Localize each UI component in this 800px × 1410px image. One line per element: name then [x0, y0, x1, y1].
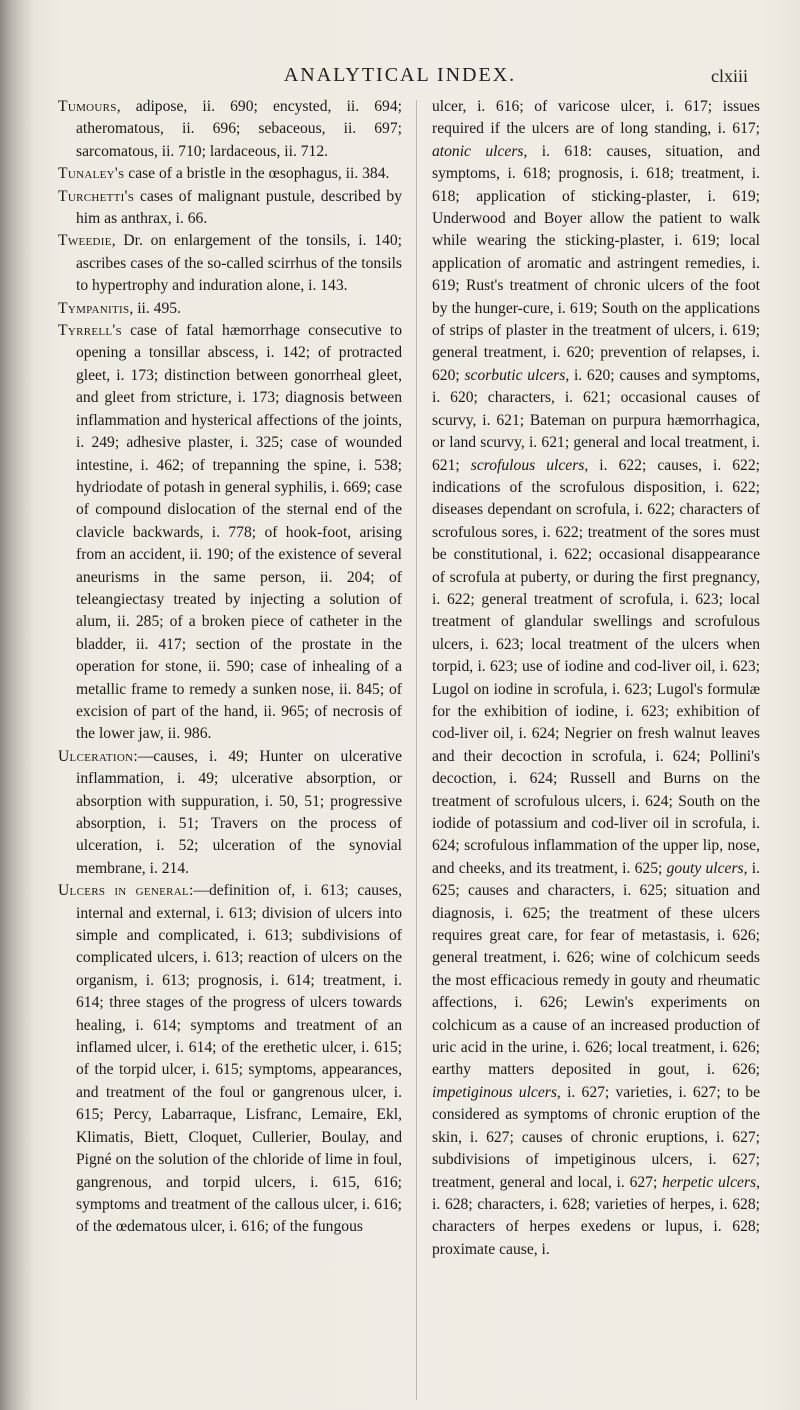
page-number: clxiii: [711, 66, 748, 86]
entry-headword: Ulcers in general: [58, 882, 190, 900]
index-entry: [58, 163, 402, 185]
page-title: ANALYTICAL INDEX.: [283, 64, 517, 86]
entry-text: :—causes, i. 49; Hunter on ulcerative inflammation, i. 49; ulcerative absorption, or absorption with suppuration, i. 50, 51; progressive absorption, i. 51; Travers on the process of ulceration, i. 52; ulceration of the synovial membrane, i. 214.: [76, 747, 402, 877]
index-entry: [58, 96, 402, 163]
entry-subhead: gouty ulcers: [666, 859, 744, 877]
entry-subhead: scorbutic ulcers: [464, 366, 566, 384]
entry-text: , i. 627; varieties, i. 627; to be considered as symptoms of chronic eruption of the skin, i. 627; causes of chronic eruptions, i. 627; subdivisions of impetiginous ulcers, i. 627; treatment, general and local, i. 627;: [432, 1083, 760, 1191]
entry-text: , i. 622; causes, i. 622; indications of the scrofulous disposition, i. 622; diseases dependant on scrofula, i. 622; characters of scrofulous sores, i. 622; treatment of the sores must be constitutional, i. 622; occasional disappearance of scrofula at puberty, or during the first pregnancy, i. 622; general treatment of scrofula, i. 623; local treatment of glandular swellings and scrofulous ulcers, i. 623; local treatment of the ulcers when torpid, i. 623; use of iodine and cod-liver oil, i. 623; Lugol on iodine in scrofula, i. 623; Lugol's formulæ for the exhibition of iodine, i. 623; exhibition of cod-liver oil, i. 624; Negrier on fresh walnut leaves and their decoction in scrofula, i. 624; Pollini's decoction, i. 624; Russell and Burns on the treatment of scrofulous ulcers, i. 624; South on the iodide of potassium and cod-liver oil in scrofula, i. 624; scrofulous inflammation of the upper lip, nose, and cheeks, and its treatment, i. 625;: [432, 456, 760, 877]
running-head: [0, 64, 800, 94]
page-binding-shadow: [0, 0, 34, 1410]
index-entry-continued: [432, 96, 760, 1261]
entry-subhead: impetiginous ulcers: [432, 1083, 557, 1101]
index-entry: [58, 320, 402, 746]
entry-headword: Tumours: [58, 98, 117, 115]
entry-headword: Tympanitis: [58, 299, 130, 317]
entry-subhead: herpetic ulcers: [662, 1173, 757, 1191]
index-column-left: [58, 96, 402, 1239]
entry-headword: Tyrrell's: [58, 322, 122, 340]
entry-text: , i. 628; characters, i. 628; varieties of herpes, i. 628; characters of herpes exedens or lupus, i. 628; proximate cause, i.: [432, 1173, 760, 1258]
entry-text: , Dr. on enlargement of the tonsils, i. 140; ascribes cases of the so-called scirrhus of the tonsils to hypertrophy and induration alone, i. 143.: [76, 232, 402, 295]
entry-text: , i. 618: causes, situation, and symptoms, i. 618; prognosis, i. 618; treatment, i. 618; application of sticking-plaster, i. 619; Underwood and Boyer allow the patient to walk while wearing the sticking-plaster, i. 619; local application of aromatic and astringent remedies, i. 619; Rust's treatment of chronic ulcers of the foot by the hunger-cure, i. 619; South on the applications of strips of plaster in the treatment of ulcers, i. 619; general treatment, i. 620; prevention of relapses, i. 620;: [432, 142, 760, 384]
index-column-right: [432, 96, 760, 1261]
index-entry: [58, 746, 402, 880]
index-entry: [58, 230, 402, 297]
entry-text: , adipose, ii. 690; encysted, ii. 694; atheromatous, ii. 696; sebaceous, ii. 697; sarcomatous, ii. 710; lardaceous, ii. 712.: [76, 98, 402, 160]
index-entry: [58, 298, 402, 320]
entry-headword: Turchetti's: [58, 187, 135, 205]
entry-text: , ii. 495.: [129, 299, 181, 317]
entry-text: cases of malignant pustule, described by him as anthrax, i. 66.: [76, 187, 402, 228]
column-divider: [416, 100, 417, 1400]
entry-subhead: atonic ulcers: [432, 142, 524, 160]
entry-headword: Ulceration: [58, 747, 134, 765]
entry-text: case of a bristle in the œsophagus, ii. 384.: [124, 165, 390, 183]
index-entry: [58, 186, 402, 231]
entry-text: :—definition of, i. 613; causes, internal and external, i. 613; division of ulcers into simple and complicated, i. 613; subdivisions of complicated ulcers, i. 613; reaction of ulcers on the organism, i. 613; prognosis, i. 614; treatment, i. 614; three stages of the progress of ulcers towards healing, i. 614; symptoms and treatment of an inflamed ulcer, i. 614; of the erethetic ulcer, i. 615; of the torpid ulcer, i. 615; symptoms, appearances, and treatment of the foul or gangrenous ulcer, i. 615; Percy, Labarraque, Lisfranc, Lemaire, Ekl, Klimatis, Biett, Cloquet, Cullerier, Boulay, and Pigné on the solution of the chloride of lime in foul, gangrenous, and torpid ulcers, i. 615, 616; symptoms and treatment of the callous ulcer, i. 616; of the œdematous ulcer, i. 616; of the fungous: [76, 882, 402, 1236]
entry-headword: Tweedie: [58, 232, 112, 250]
index-entry: [58, 880, 402, 1239]
entry-headword: Tunaley's: [58, 165, 125, 183]
entry-text: , i. 625; causes and characters, i. 625; situation and diagnosis, i. 625; the treatment of these ulcers requires great care, for fear of metastasis, i. 626; general treatment, i. 626; wine of colchicum seeds the most efficacious remedy in gouty and rheumatic affections, i. 626; Lewin's experiments on colchicum as a cause of an increased production of uric acid in the urine, i. 626; local treatment, i. 626; earthy matters deposited in gout, i. 626;: [432, 859, 761, 1079]
entry-subhead: scrofulous ulcers: [470, 456, 585, 474]
entry-text: case of fatal hæmorrhage consecutive to opening a tonsillar abscess, i. 142; of protracted gleet, i. 173; distinction between gonorrheal gleet, and gleet from stricture, i. 173; diagnosis between inflammation and hysterical affections of the joints, i. 249; adhesive plaster, i. 325; case of wounded intestine, i. 462; of trepanning the spine, i. 538; hydriodate of potash in general syphilis, i. 669; case of compound dislocation of the sternal end of the clavicle backwards, i. 778; of hook-foot, arising from an accident, ii. 190; of the existence of several aneurisms in the same person, ii. 204; of teleangiectasy treated by injecting a solution of alum, ii. 285; of a broken piece of catheter in the bladder, ii. 417; section of the prostate in the operation for stone, ii. 590; case of inhealing of a metallic frame to remedy a sunken nose, ii. 845; of excision of part of the hand, ii. 965; of necrosis of the lower jaw, ii. 986.: [76, 322, 402, 743]
entry-text: , i. 620; causes and symptoms, i. 620; characters, i. 621; occasional causes of scurvy, i. 621; Bateman on purpura hæmorrhagica, or land scurvy, i. 621; general and local treatment, i. 621;: [432, 366, 761, 474]
entry-text: ulcer, i. 616; of varicose ulcer, i. 617; issues required if the ulcers are of long standing, i. 617;: [432, 98, 760, 138]
